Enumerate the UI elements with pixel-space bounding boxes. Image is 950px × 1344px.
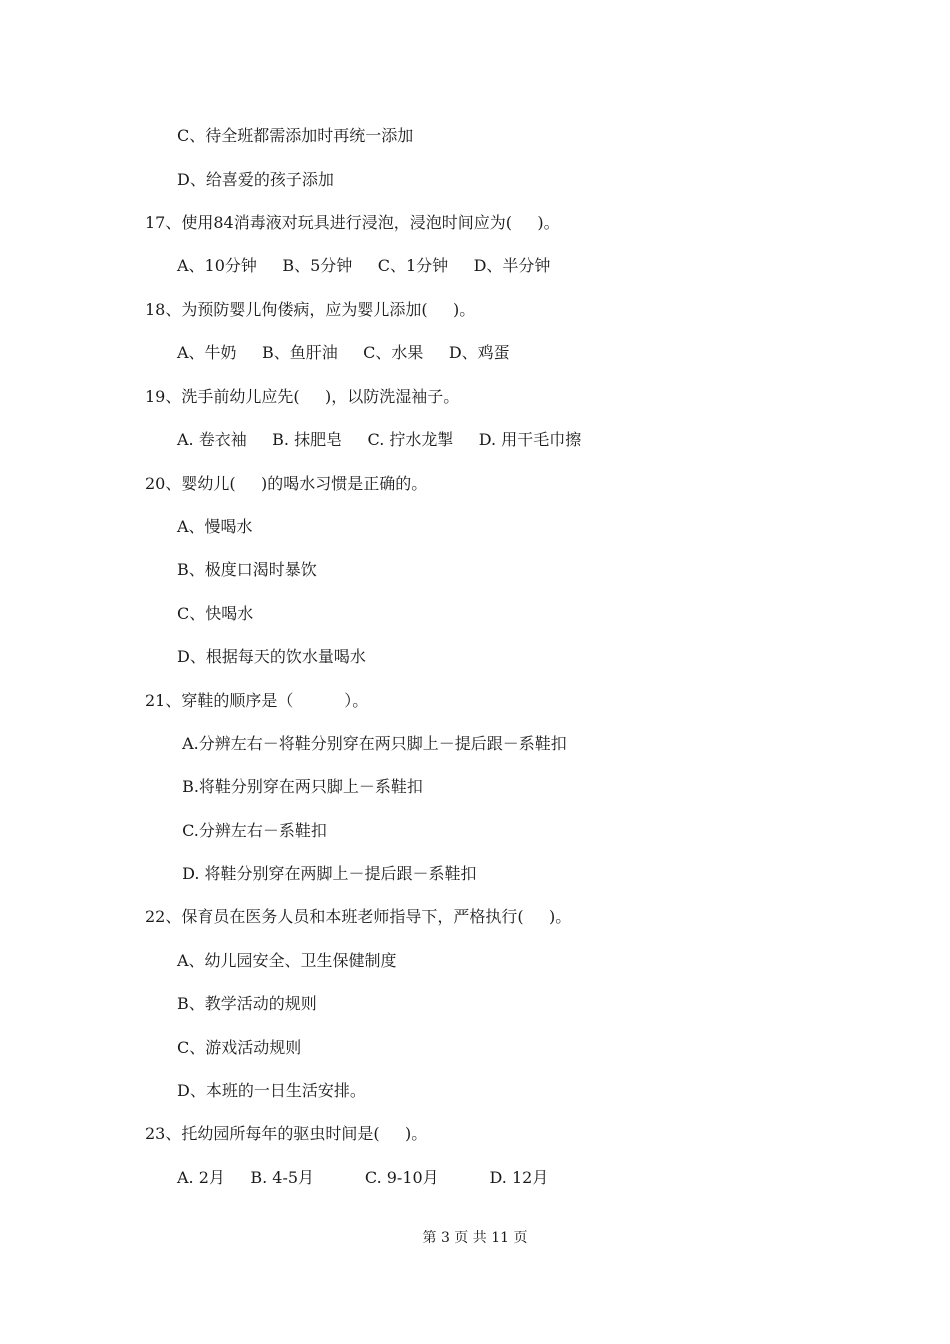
- q21-option-d: D. 将鞋分别穿在两脚上－提后跟－系鞋扣: [177, 864, 477, 883]
- q20-option-a: A、慢喝水: [177, 517, 253, 536]
- q22-option-c: C、游戏活动规则: [177, 1038, 302, 1057]
- q21-option-c: C.分辨左右－系鞋扣: [177, 821, 327, 840]
- q16-option-d: D、给喜爱的孩子添加: [177, 170, 334, 189]
- question-19: 19、洗手前幼儿应先( )，以防洗湿袖子。: [145, 387, 460, 406]
- q20-option-b: B、极度口渴时暴饮: [177, 560, 317, 579]
- q22-option-a: A、幼儿园安全、卫生保健制度: [177, 951, 397, 970]
- q19-options: A. 卷衣袖 B. 抹肥皂 C. 拧水龙掣 D. 用干毛巾擦: [177, 430, 582, 449]
- question-21: 21、穿鞋的顺序是（ ）。: [145, 691, 369, 710]
- q22-option-d: D、本班的一日生活安排。: [177, 1081, 366, 1100]
- q23-options: A. 2月 B. 4-5月 C. 9-10月 D. 12月: [177, 1168, 549, 1187]
- question-20: 20、婴幼儿( )的喝水习惯是正确的。: [145, 474, 428, 493]
- q18-options: A、牛奶 B、鱼肝油 C、水果 D、鸡蛋: [177, 343, 510, 362]
- q16-option-c: C、待全班都需添加时再统一添加: [177, 126, 414, 145]
- question-17: 17、使用84消毒液对玩具进行浸泡，浸泡时间应为( )。: [145, 213, 560, 232]
- q21-option-a: A.分辨左右－将鞋分别穿在两只脚上－提后跟－系鞋扣: [177, 734, 567, 753]
- q22-option-b: B、教学活动的规则: [177, 994, 317, 1013]
- q21-option-b: B.将鞋分别穿在两只脚上－系鞋扣: [177, 777, 423, 796]
- question-18: 18、为预防婴儿佝偻病，应为婴儿添加( )。: [145, 300, 476, 319]
- question-22: 22、保育员在医务人员和本班老师指导下，严格执行( )。: [145, 907, 572, 926]
- page-footer: 第 3 页 共 11 页: [422, 1230, 528, 1246]
- q20-option-d: D、根据每天的饮水量喝水: [177, 647, 366, 666]
- question-23: 23、托幼园所每年的驱虫时间是( )。: [145, 1124, 428, 1143]
- q20-option-c: C、快喝水: [177, 604, 254, 623]
- q17-options: A、10分钟 B、5分钟 C、1分钟 D、半分钟: [177, 256, 551, 275]
